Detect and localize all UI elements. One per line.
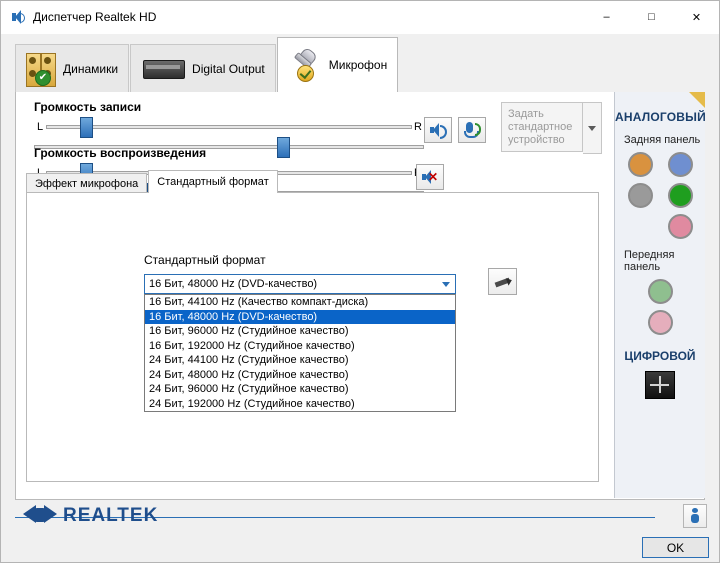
playback-mute-button[interactable]	[416, 164, 444, 190]
set-default-device-button[interactable]: Задать стандартное устройство	[501, 102, 583, 152]
microphone-panel	[15, 92, 705, 500]
tab-microphone[interactable]	[277, 37, 398, 92]
set-default-device-dropdown[interactable]	[583, 102, 602, 154]
microphone-icon	[288, 48, 322, 82]
jack-pink[interactable]	[668, 214, 693, 239]
combobox-arrow[interactable]	[437, 275, 455, 293]
digital-output-icon	[141, 56, 185, 82]
microphone-boost-button[interactable]	[458, 117, 486, 143]
tab-digital-output[interactable]	[130, 44, 276, 92]
tab-speakers-label: Динамики	[63, 61, 119, 76]
recording-left-label: L	[36, 121, 44, 133]
recording-speaker-button[interactable]	[424, 117, 452, 143]
recording-balance-slider[interactable]	[46, 118, 412, 136]
front-panel-label: Передняя панель	[624, 249, 675, 273]
jack-blue[interactable]	[668, 152, 693, 177]
default-format-dropdown-list[interactable]	[144, 294, 456, 412]
list-item[interactable]: 16 Бит, 48000 Hz (DVD-качество)	[145, 310, 455, 325]
list-item[interactable]: 16 Бит, 192000 Hz (Студийное качество)	[149, 339, 355, 352]
maximize-button[interactable]: □	[648, 11, 655, 23]
front-jacks	[615, 279, 705, 335]
connector-panel	[614, 92, 705, 498]
jack-front-pink[interactable]	[648, 310, 673, 335]
default-format-combobox[interactable]	[144, 274, 456, 294]
info-icon	[690, 508, 700, 524]
tab-digital-output-label: Digital Output	[192, 61, 265, 76]
device-tabs	[15, 37, 705, 92]
chevron-down-icon	[442, 282, 450, 287]
default-format-selected-value: 16 Бит, 48000 Hz (DVD-качество)	[149, 278, 318, 290]
speakers-icon: ✔	[26, 52, 56, 86]
list-item[interactable]: 24 Бит, 96000 Hz (Студийное качество)	[149, 383, 349, 396]
list-item[interactable]: 16 Бит, 44100 Hz (Качество компакт-диска)	[149, 296, 369, 309]
info-button[interactable]	[683, 504, 707, 528]
list-item[interactable]: 24 Бит, 48000 Hz (Студийное качество)	[149, 368, 349, 381]
jack-green[interactable]	[668, 183, 693, 208]
jack-gray[interactable]	[628, 183, 653, 208]
analog-title: АНАЛОГОВЫЙ	[615, 110, 706, 124]
window-title: Диспетчер Realtek HD	[33, 10, 157, 24]
tab-microphone-label: Микрофон	[328, 58, 388, 72]
recording-right-label: R	[414, 121, 422, 133]
digital-title: ЦИФРОВОЙ	[624, 349, 696, 363]
title-bar	[1, 1, 719, 34]
tab-speakers[interactable]	[15, 44, 129, 92]
default-format-label: Стандартный формат	[144, 253, 266, 267]
panel-corner-tab-icon[interactable]	[689, 92, 705, 108]
pencil-icon	[495, 275, 511, 289]
microphone-boost-icon	[463, 121, 481, 139]
jack-front-green[interactable]	[648, 279, 673, 304]
realtek-mark-icon	[23, 503, 57, 529]
recording-balance-row	[34, 118, 424, 136]
speaker-muted-icon: ✕	[421, 169, 439, 185]
realtek-logo	[23, 503, 158, 529]
playback-volume-title: Громкость воспроизведения	[34, 146, 207, 160]
edit-format-button[interactable]	[488, 268, 517, 295]
microphone-sub-tabs	[26, 170, 279, 193]
chevron-down-icon	[588, 126, 596, 131]
spdif-jack-icon[interactable]	[645, 371, 675, 399]
list-item[interactable]: 16 Бит, 96000 Hz (Студийное качество)	[149, 325, 349, 338]
list-item[interactable]: 24 Бит, 44100 Hz (Студийное качество)	[149, 354, 349, 367]
minimize-button[interactable]: –	[603, 11, 610, 23]
sub-tab-microphone-effect[interactable]: Эффект микрофона	[26, 173, 147, 193]
recording-balance-thumb[interactable]	[80, 117, 93, 138]
jack-orange[interactable]	[628, 152, 653, 177]
realtek-brand-text: REALTEK	[63, 505, 159, 526]
sub-tab-default-format[interactable]: Стандартный формат	[148, 170, 277, 193]
close-button[interactable]: ✕	[691, 11, 702, 24]
speaker-icon	[429, 122, 447, 138]
rear-panel-label: Задняя панель	[624, 134, 701, 146]
ok-button[interactable]: OK	[642, 537, 709, 558]
app-speaker-icon	[10, 9, 26, 25]
recording-volume-title: Громкость записи	[34, 100, 142, 114]
rear-jacks	[615, 152, 705, 239]
list-item[interactable]: 24 Бит, 192000 Hz (Студийное качество)	[149, 397, 355, 410]
